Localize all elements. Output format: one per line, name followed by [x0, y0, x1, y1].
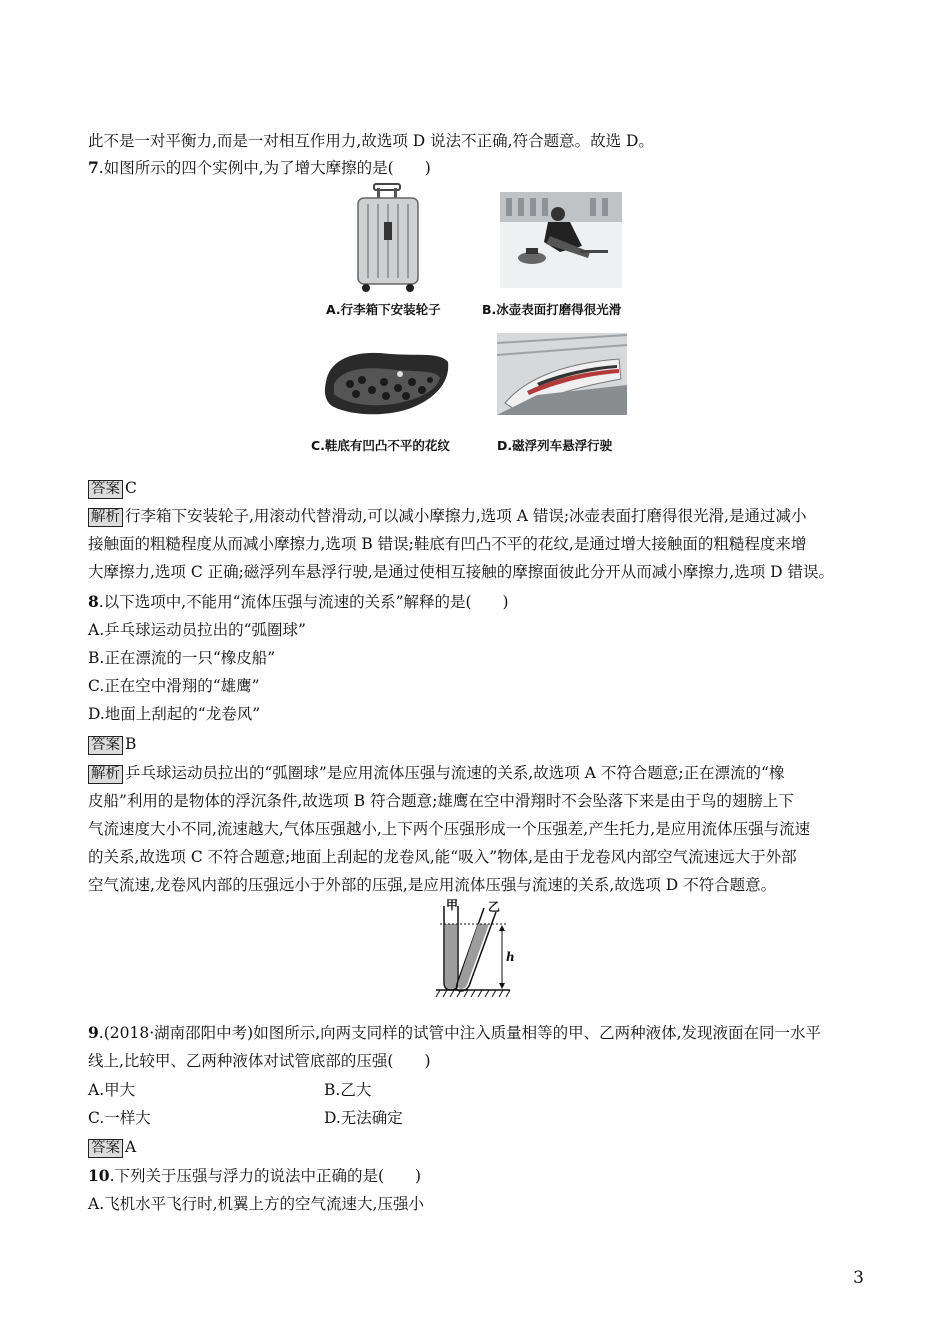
caption-a: A.行李箱下安装轮子 — [326, 302, 441, 317]
question-9-stem-line-1 — [88, 1022, 821, 1044]
q8-option-a: A.乒乓球运动员拉出的“弧圈球” — [88, 621, 306, 639]
suitcase-icon — [350, 182, 426, 295]
answer-tag: 答案 — [88, 1139, 123, 1158]
q8-option-d: D.地面上刮起的“龙卷风” — [88, 705, 261, 723]
test-tubes-diagram — [432, 898, 522, 1000]
q9-option-b: B.乙大 — [324, 1081, 372, 1099]
q9-option-d: D.无法确定 — [324, 1109, 403, 1127]
question-8-number: 8 — [88, 592, 99, 611]
q9-options-row-1 — [88, 1079, 372, 1101]
q9-option-a: A.甲大 — [88, 1081, 136, 1099]
question-8-stem — [88, 591, 509, 613]
q9-options-row-2 — [88, 1107, 403, 1129]
q7-analysis-line-2: 接触面的粗糙程度从而减小摩擦力,选项 B 错误;鞋底有凹凸不平的花纹,是通过增大接触面的粗糙程度来增 — [88, 535, 807, 553]
label-h: h — [506, 950, 515, 964]
figure-q9-test-tubes — [432, 898, 522, 1000]
caption-d: D.磁浮列车悬浮行驶 — [497, 438, 613, 453]
question-9-text-1: .(2018·湖南邵阳中考)如图所示,向两支同样的试管中注入质量相等的甲、乙两种液体,发现液面在同一水平 — [98, 1024, 822, 1042]
q10-option-a: A.飞机水平飞行时,机翼上方的空气流速大,压强小 — [88, 1195, 424, 1213]
label-jia: 甲 — [446, 898, 459, 912]
q7-answer-value: C — [125, 479, 137, 497]
q8-analysis-line-4: 的关系,故选项 C 不符合题意;地面上刮起的龙卷风,能“吸入”物体,是由于龙卷风内部空气流速远大于外部 — [88, 848, 797, 866]
question-10-stem — [88, 1165, 421, 1187]
q7-analysis-line-1 — [88, 505, 806, 527]
q9-answer-value: A — [125, 1138, 137, 1156]
continued-text: 此不是一对平衡力,而是一对相互作用力,故选项 D 说法不正确,符合题意。故选 D。 — [88, 132, 654, 150]
q9-option-c: C.一样大 — [88, 1109, 151, 1127]
suitcase-image — [350, 182, 426, 295]
analysis-tag: 解析 — [88, 508, 123, 527]
curling-icon — [500, 192, 622, 288]
q7-answer — [88, 477, 137, 499]
question-7-number: 7 — [88, 158, 99, 177]
answer-tag: 答案 — [88, 480, 123, 499]
q8-analysis-line-3: 气流速度大小不同,流速越大,气体压强越小,上下两个压强形成一个压强差,产生托力,是应用流体压强与流速 — [88, 820, 811, 838]
curling-image — [500, 192, 622, 288]
q8-analysis-line-2: 皮船”利用的是物体的浮沉条件,故选项 B 符合题意;雄鹰在空中滑翔时不会坠落下来是由于鸟的翅膀上下 — [88, 792, 794, 810]
label-yi: 乙 — [488, 900, 501, 914]
answer-tag: 答案 — [88, 736, 123, 755]
caption-b: B.冰壶表面打磨得很光滑 — [482, 302, 622, 317]
q8-option-b: B.正在漂流的一只“橡皮船” — [88, 649, 276, 667]
q8-analysis-line-5: 空气流速,龙卷风内部的压强远小于外部的压强,是应用流体压强与流速的关系,故选项 D 不符合题意。 — [88, 876, 777, 894]
maglev-image — [497, 333, 627, 415]
q8-answer-value: B — [125, 735, 137, 753]
q8-answer — [88, 733, 136, 755]
q9-answer — [88, 1136, 136, 1158]
question-10-text: .下列关于压强与浮力的说法中正确的是( ) — [109, 1167, 422, 1185]
question-9-number: 9 — [88, 1023, 99, 1042]
analysis-tag: 解析 — [88, 765, 123, 784]
shoe-icon — [320, 336, 452, 420]
question-7-text: .如图所示的四个实例中,为了增大摩擦的是( ) — [98, 159, 431, 177]
question-8-text: .以下选项中,不能用“流体压强与流速的关系”解释的是( ) — [98, 593, 509, 611]
page-number: 3 — [853, 1268, 864, 1288]
shoe-sole-image — [320, 336, 452, 420]
q7-analysis-text-1: 行李箱下安装轮子,用滚动代替滑动,可以减小摩擦力,选项 A 错误;冰壶表面打磨得很光滑,是通过减小 — [125, 507, 807, 525]
question-10-number: 10 — [88, 1166, 110, 1185]
caption-c: C.鞋底有凹凸不平的花纹 — [311, 438, 450, 453]
question-7-stem — [88, 157, 431, 179]
q7-analysis-line-3: 大摩擦力,选项 C 正确;磁浮列车悬浮行驶,是通过使相互接触的摩擦面彼此分开从而减小摩擦力,选项 D 错误。 — [88, 563, 835, 581]
train-icon — [497, 333, 627, 415]
q8-analysis-text-1: 乒乓球运动员拉出的“弧圈球”是应用流体压强与流速的关系,故选项 A 不符合题意;正在漂流的“橡 — [125, 764, 785, 782]
q8-option-c: C.正在空中滑翔的“雄鹰” — [88, 677, 260, 695]
q8-analysis-line-1 — [88, 762, 784, 784]
question-9-stem-line-2: 线上,比较甲、乙两种液体对试管底部的压强( ) — [88, 1052, 431, 1070]
